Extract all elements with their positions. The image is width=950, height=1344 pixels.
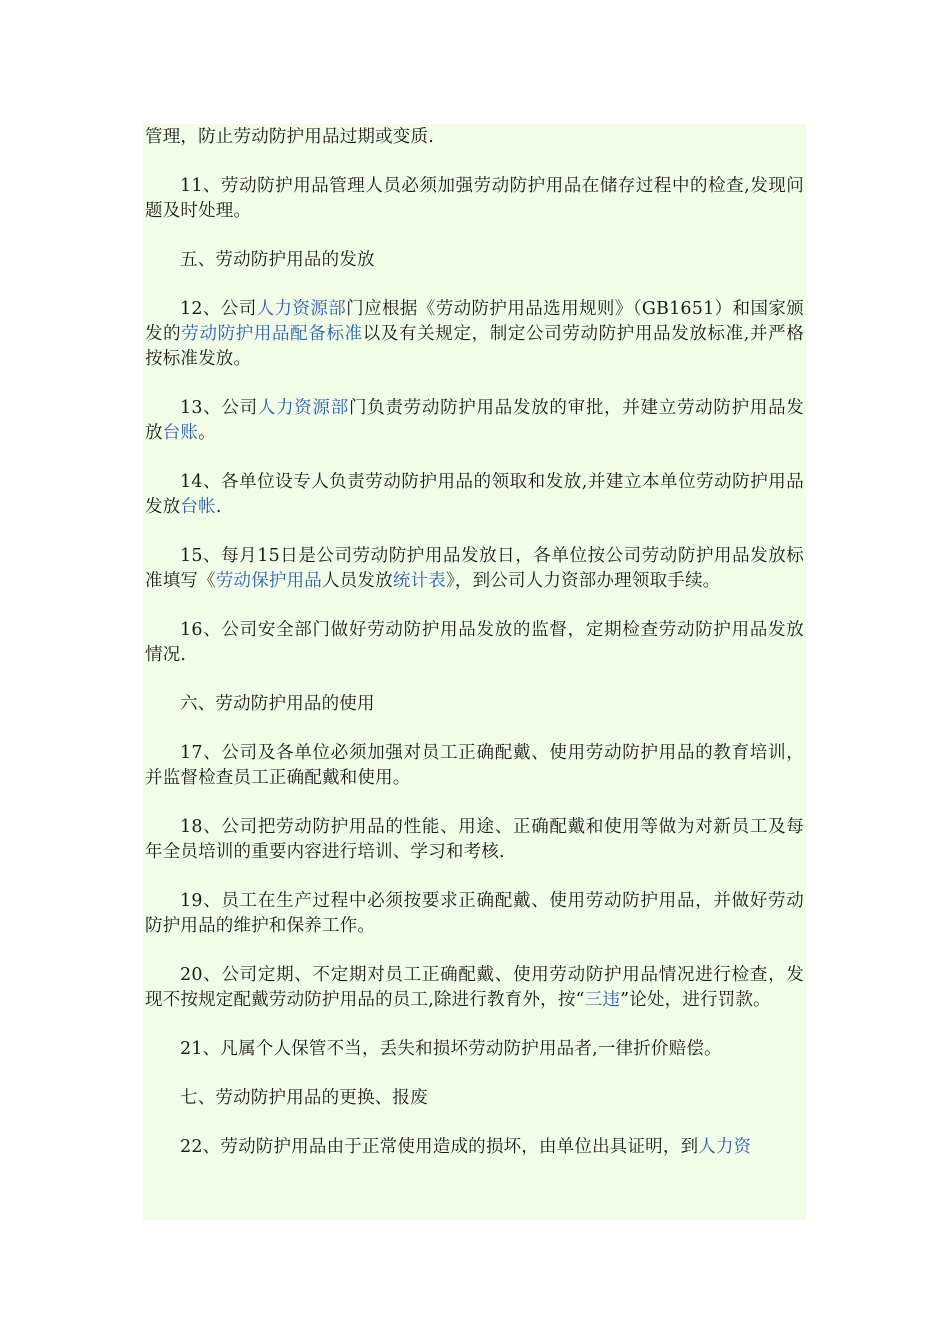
paragraph-text: 16、公司安全部门做好劳动防护用品发放的监督，定期检查劳动防护用品发放情况. — [145, 620, 804, 665]
paragraph — [145, 396, 804, 446]
paragraph-text: 20、公司定期、不定期对员工正确配戴、使用劳动防护用品情况进行检查，发现不按规定配戴劳动防护用品的员工,除进行教育外，按“ — [145, 965, 804, 1010]
paragraph-text: 15、每月15日是公司劳动防护用品发放日，各单位按公司劳动防护用品发放标准填写《 — [145, 546, 804, 591]
paragraph — [145, 297, 804, 372]
inline-link[interactable]: 劳动防护用品配备标准 — [181, 324, 363, 344]
paragraph-text: 18、公司把劳动防护用品的性能、用途、正确配戴和使用等做为对新员工及每年全员培训的重要内容进行培训、学习和考核. — [145, 817, 804, 862]
paragraph-text: 11、劳动防护用品管理人员必须加强劳动防护用品在储存过程中的检查,发现问题及时处理。 — [145, 176, 804, 221]
inline-link[interactable]: 劳动保护用品 — [215, 571, 323, 591]
paragraph — [145, 889, 804, 939]
inline-link[interactable]: 台账 — [162, 423, 199, 443]
paragraph-text: 五、劳动防护用品的发放 — [180, 250, 375, 270]
paragraph — [145, 1135, 804, 1160]
paragraph-text: . — [215, 497, 222, 517]
document-panel — [143, 124, 806, 1220]
inline-link[interactable]: 人力资 — [698, 1137, 752, 1157]
paragraph-text: ”论处，进行罚款。 — [620, 990, 771, 1010]
paragraph — [145, 544, 804, 594]
paragraph — [145, 125, 804, 150]
paragraph-text: 19、员工在生产过程中必须按要求正确配戴、使用劳动防护用品，并做好劳动防护用品的维护和保养工作。 — [145, 891, 804, 936]
paragraph-text: 14、各单位设专人负责劳动防护用品的领取和发放,并建立本单位劳动防护用品发放 — [145, 472, 804, 517]
paragraph — [145, 174, 804, 224]
paragraph — [145, 1086, 804, 1111]
paragraph-text: 22、劳动防护用品由于正常使用造成的损坏，由单位出具证明，到 — [180, 1137, 699, 1157]
paragraph — [145, 692, 804, 717]
paragraph-text: 门负责劳动防护用品发放的审批，并建立劳动防护用品发放 — [145, 398, 804, 443]
paragraph — [145, 618, 804, 668]
inline-link[interactable]: 统计表 — [392, 571, 446, 591]
paragraph-text: 六、劳动防护用品的使用 — [180, 694, 375, 714]
paragraph-text: 》，到公司人力资部办理领取手续。 — [445, 571, 721, 591]
paragraph — [145, 963, 804, 1013]
paragraph-text: 以及有关规定，制定公司劳动防护用品发放标准,并严格按标准发放。 — [145, 324, 804, 369]
inline-link[interactable]: 人力资源部 — [257, 398, 349, 418]
paragraph-text: 。 — [198, 423, 216, 443]
paragraph-text: 12、公司 — [180, 299, 257, 319]
document-body — [143, 124, 806, 1160]
paragraph — [145, 470, 804, 520]
paragraph — [145, 815, 804, 865]
inline-link[interactable]: 台帐 — [180, 497, 216, 517]
paragraph-text: 人员发放 — [322, 571, 393, 591]
paragraph-text: 门应根据《劳动防护用品选用规则》（GB1651）和国家颁发的 — [145, 299, 804, 344]
paragraph — [145, 1037, 804, 1062]
paragraph-text: 21、凡属个人保管不当，丢失和损坏劳动防护用品者,一律折价赔偿。 — [180, 1039, 722, 1059]
paragraph — [145, 248, 804, 273]
inline-link[interactable]: 三违 — [584, 990, 621, 1010]
paragraph-text: 17、公司及各单位必须加强对员工正确配戴、使用劳动防护用品的教育培训，并监督检查员工正确配戴和使用。 — [145, 743, 804, 788]
paragraph-text: 管理，防止劳动防护用品过期或变质. — [145, 127, 434, 147]
paragraph-text: 七、劳动防护用品的更换、报废 — [180, 1088, 428, 1108]
paragraph — [145, 741, 804, 791]
paragraph-text: 13、公司 — [180, 398, 258, 418]
inline-link[interactable]: 人力资源部 — [256, 299, 347, 319]
